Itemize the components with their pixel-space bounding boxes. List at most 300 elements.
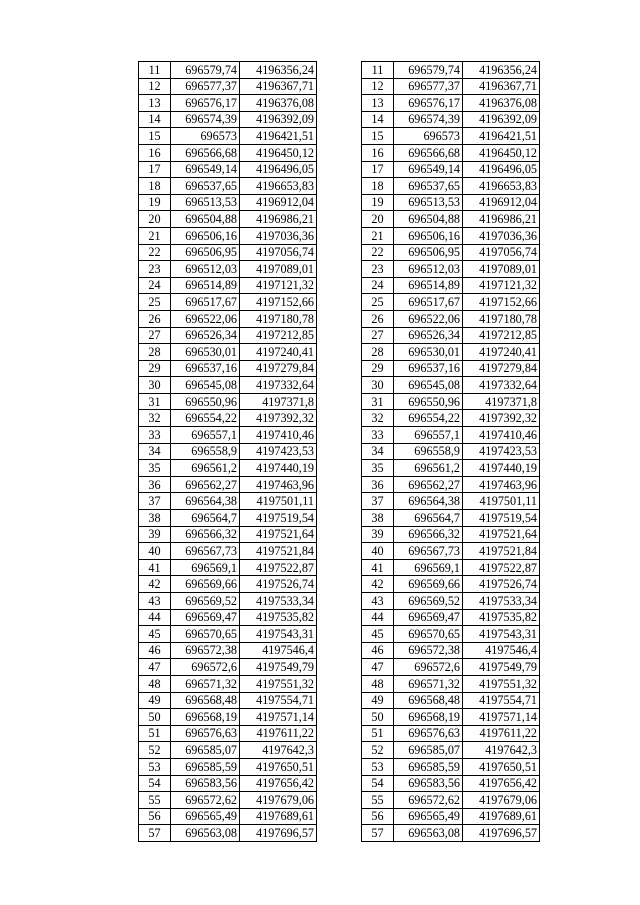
point-number-cell: 42 [362, 576, 394, 593]
x-coordinate-cell: 696506,95 [171, 244, 240, 261]
point-number-cell: 15 [139, 128, 171, 145]
table-row [139, 443, 317, 460]
point-number-cell: 43 [362, 593, 394, 610]
y-coordinate-cell: 4197679,06 [463, 792, 540, 809]
x-coordinate-cell: 696562,27 [394, 476, 463, 493]
x-coordinate-cell: 696568,19 [394, 709, 463, 726]
x-coordinate-cell: 696576,63 [394, 725, 463, 742]
point-number-cell: 53 [362, 758, 394, 775]
point-number-cell: 35 [362, 460, 394, 477]
y-coordinate-cell: 4197036,36 [240, 227, 317, 244]
table-row [362, 825, 540, 842]
y-coordinate-cell: 4197656,42 [463, 775, 540, 792]
y-coordinate-cell: 4196986,21 [463, 211, 540, 228]
x-coordinate-cell: 696564,38 [394, 493, 463, 510]
point-number-cell: 54 [362, 775, 394, 792]
point-number-cell: 56 [139, 808, 171, 825]
point-number-cell: 45 [139, 626, 171, 643]
point-number-cell: 36 [362, 476, 394, 493]
x-coordinate-cell: 696566,68 [394, 144, 463, 161]
x-coordinate-cell: 696530,01 [171, 344, 240, 361]
table-row [139, 244, 317, 261]
point-number-cell: 23 [139, 261, 171, 278]
coordinates-table-left-body [139, 62, 317, 842]
x-coordinate-cell: 696576,17 [171, 95, 240, 112]
y-coordinate-cell: 4197522,87 [463, 559, 540, 576]
x-coordinate-cell: 696569,52 [171, 593, 240, 610]
table-row [362, 593, 540, 610]
y-coordinate-cell: 4197212,85 [240, 327, 317, 344]
y-coordinate-cell: 4197440,19 [240, 460, 317, 477]
y-coordinate-cell: 4197650,51 [240, 758, 317, 775]
point-number-cell: 39 [139, 526, 171, 543]
y-coordinate-cell: 4197180,78 [463, 310, 540, 327]
table-row [139, 543, 317, 560]
x-coordinate-cell: 696504,88 [171, 211, 240, 228]
y-coordinate-cell: 4197056,74 [463, 244, 540, 261]
point-number-cell: 52 [139, 742, 171, 759]
y-coordinate-cell: 4197543,31 [463, 626, 540, 643]
table-row [139, 95, 317, 112]
table-row [139, 692, 317, 709]
y-coordinate-cell: 4197551,32 [240, 675, 317, 692]
y-coordinate-cell: 4197519,54 [463, 510, 540, 527]
table-row [139, 808, 317, 825]
x-coordinate-cell: 696565,49 [171, 808, 240, 825]
x-coordinate-cell: 696512,03 [171, 261, 240, 278]
x-coordinate-cell: 696537,65 [171, 178, 240, 195]
y-coordinate-cell: 4197549,79 [240, 659, 317, 676]
y-coordinate-cell: 4196496,05 [240, 161, 317, 178]
x-coordinate-cell: 696585,07 [394, 742, 463, 759]
x-coordinate-cell: 696564,38 [171, 493, 240, 510]
point-number-cell: 45 [362, 626, 394, 643]
x-coordinate-cell: 696570,65 [394, 626, 463, 643]
x-coordinate-cell: 696537,65 [394, 178, 463, 195]
point-number-cell: 11 [139, 62, 171, 79]
y-coordinate-cell: 4197642,3 [240, 742, 317, 759]
y-coordinate-cell: 4197180,78 [240, 310, 317, 327]
table-row [362, 410, 540, 427]
point-number-cell: 46 [139, 642, 171, 659]
point-number-cell: 57 [139, 825, 171, 842]
point-number-cell: 21 [362, 227, 394, 244]
x-coordinate-cell: 696557,1 [394, 427, 463, 444]
point-number-cell: 13 [362, 95, 394, 112]
point-number-cell: 32 [139, 410, 171, 427]
table-row [362, 261, 540, 278]
point-number-cell: 25 [362, 294, 394, 311]
table-row [139, 559, 317, 576]
table-row [362, 609, 540, 626]
point-number-cell: 19 [139, 194, 171, 211]
y-coordinate-cell: 4197611,22 [240, 725, 317, 742]
x-coordinate-cell: 696573 [171, 128, 240, 145]
y-coordinate-cell: 4197696,57 [463, 825, 540, 842]
x-coordinate-cell: 696579,74 [171, 62, 240, 79]
point-number-cell: 27 [139, 327, 171, 344]
x-coordinate-cell: 696562,27 [171, 476, 240, 493]
point-number-cell: 51 [362, 725, 394, 742]
point-number-cell: 21 [139, 227, 171, 244]
x-coordinate-cell: 696561,2 [394, 460, 463, 477]
y-coordinate-cell: 4196392,09 [240, 111, 317, 128]
point-number-cell: 24 [362, 277, 394, 294]
point-number-cell: 35 [139, 460, 171, 477]
y-coordinate-cell: 4196912,04 [463, 194, 540, 211]
table-row [139, 344, 317, 361]
point-number-cell: 30 [362, 377, 394, 394]
y-coordinate-cell: 4197546,4 [463, 642, 540, 659]
point-number-cell: 34 [139, 443, 171, 460]
x-coordinate-cell: 696573 [394, 128, 463, 145]
y-coordinate-cell: 4197656,42 [240, 775, 317, 792]
x-coordinate-cell: 696568,48 [171, 692, 240, 709]
point-number-cell: 31 [139, 393, 171, 410]
table-row [362, 576, 540, 593]
table-row [362, 294, 540, 311]
y-coordinate-cell: 4197423,53 [463, 443, 540, 460]
x-coordinate-cell: 696569,47 [394, 609, 463, 626]
table-row [362, 543, 540, 560]
y-coordinate-cell: 4197689,61 [240, 808, 317, 825]
table-row [139, 675, 317, 692]
y-coordinate-cell: 4196376,08 [240, 95, 317, 112]
x-coordinate-cell: 696517,67 [394, 294, 463, 311]
x-coordinate-cell: 696526,34 [171, 327, 240, 344]
point-number-cell: 27 [362, 327, 394, 344]
y-coordinate-cell: 4197392,32 [463, 410, 540, 427]
x-coordinate-cell: 696565,49 [394, 808, 463, 825]
point-number-cell: 46 [362, 642, 394, 659]
y-coordinate-cell: 4197121,32 [463, 277, 540, 294]
table-row [139, 261, 317, 278]
point-number-cell: 49 [362, 692, 394, 709]
point-number-cell: 48 [139, 675, 171, 692]
point-number-cell: 41 [139, 559, 171, 576]
x-coordinate-cell: 696537,16 [394, 360, 463, 377]
x-coordinate-cell: 696571,32 [171, 675, 240, 692]
table-row [139, 792, 317, 809]
x-coordinate-cell: 696569,1 [171, 559, 240, 576]
table-row [362, 476, 540, 493]
y-coordinate-cell: 4197440,19 [463, 460, 540, 477]
point-number-cell: 36 [139, 476, 171, 493]
point-number-cell: 51 [139, 725, 171, 742]
y-coordinate-cell: 4197526,74 [240, 576, 317, 593]
y-coordinate-cell: 4197056,74 [240, 244, 317, 261]
point-number-cell: 40 [139, 543, 171, 560]
table-row [362, 327, 540, 344]
x-coordinate-cell: 696576,17 [394, 95, 463, 112]
x-coordinate-cell: 696572,38 [394, 642, 463, 659]
table-row [362, 360, 540, 377]
point-number-cell: 18 [362, 178, 394, 195]
table-row [139, 725, 317, 742]
y-coordinate-cell: 4197521,84 [463, 543, 540, 560]
table-row [139, 211, 317, 228]
table-row [362, 526, 540, 543]
x-coordinate-cell: 696545,08 [171, 377, 240, 394]
table-row [362, 227, 540, 244]
point-number-cell: 41 [362, 559, 394, 576]
x-coordinate-cell: 696557,1 [171, 427, 240, 444]
table-row [139, 78, 317, 95]
point-number-cell: 50 [362, 709, 394, 726]
x-coordinate-cell: 696550,96 [171, 393, 240, 410]
table-row [362, 393, 540, 410]
y-coordinate-cell: 4197679,06 [240, 792, 317, 809]
point-number-cell: 17 [362, 161, 394, 178]
y-coordinate-cell: 4197501,11 [463, 493, 540, 510]
y-coordinate-cell: 4197121,32 [240, 277, 317, 294]
y-coordinate-cell: 4197332,64 [463, 377, 540, 394]
y-coordinate-cell: 4197696,57 [240, 825, 317, 842]
y-coordinate-cell: 4197279,84 [240, 360, 317, 377]
point-number-cell: 25 [139, 294, 171, 311]
x-coordinate-cell: 696514,89 [171, 277, 240, 294]
x-coordinate-cell: 696572,62 [394, 792, 463, 809]
x-coordinate-cell: 696576,63 [171, 725, 240, 742]
y-coordinate-cell: 4196376,08 [463, 95, 540, 112]
x-coordinate-cell: 696569,52 [394, 593, 463, 610]
y-coordinate-cell: 4197535,82 [240, 609, 317, 626]
y-coordinate-cell: 4196421,51 [463, 128, 540, 145]
table-row [362, 493, 540, 510]
y-coordinate-cell: 4197371,8 [240, 393, 317, 410]
x-coordinate-cell: 696522,06 [171, 310, 240, 327]
point-number-cell: 14 [362, 111, 394, 128]
point-number-cell: 55 [362, 792, 394, 809]
point-number-cell: 17 [139, 161, 171, 178]
table-row [362, 310, 540, 327]
y-coordinate-cell: 4197611,22 [463, 725, 540, 742]
point-number-cell: 23 [362, 261, 394, 278]
y-coordinate-cell: 4197571,14 [240, 709, 317, 726]
y-coordinate-cell: 4196496,05 [463, 161, 540, 178]
table-row [362, 178, 540, 195]
point-number-cell: 16 [362, 144, 394, 161]
y-coordinate-cell: 4196367,71 [240, 78, 317, 95]
y-coordinate-cell: 4196356,24 [240, 62, 317, 79]
table-row [362, 211, 540, 228]
point-number-cell: 37 [362, 493, 394, 510]
point-number-cell: 57 [362, 825, 394, 842]
point-number-cell: 32 [362, 410, 394, 427]
y-coordinate-cell: 4197642,3 [463, 742, 540, 759]
table-row [139, 609, 317, 626]
table-row [139, 277, 317, 294]
table-row [139, 493, 317, 510]
y-coordinate-cell: 4197535,82 [463, 609, 540, 626]
table-row [139, 642, 317, 659]
x-coordinate-cell: 696566,68 [171, 144, 240, 161]
x-coordinate-cell: 696506,16 [171, 227, 240, 244]
table-row [362, 758, 540, 775]
y-coordinate-cell: 4197212,85 [463, 327, 540, 344]
table-row [362, 277, 540, 294]
x-coordinate-cell: 696574,39 [171, 111, 240, 128]
table-row [362, 808, 540, 825]
point-number-cell: 14 [139, 111, 171, 128]
coordinates-table-right-body [362, 62, 540, 842]
coordinates-table-right [361, 61, 540, 842]
y-coordinate-cell: 4197546,4 [240, 642, 317, 659]
table-row [139, 510, 317, 527]
point-number-cell: 30 [139, 377, 171, 394]
x-coordinate-cell: 696569,66 [171, 576, 240, 593]
point-number-cell: 22 [139, 244, 171, 261]
point-number-cell: 16 [139, 144, 171, 161]
point-number-cell: 22 [362, 244, 394, 261]
x-coordinate-cell: 696545,08 [394, 377, 463, 394]
x-coordinate-cell: 696554,22 [171, 410, 240, 427]
table-row [362, 377, 540, 394]
y-coordinate-cell: 4197036,36 [463, 227, 540, 244]
y-coordinate-cell: 4196653,83 [463, 178, 540, 195]
table-row [139, 659, 317, 676]
point-number-cell: 52 [362, 742, 394, 759]
table-row [139, 62, 317, 79]
x-coordinate-cell: 696558,9 [171, 443, 240, 460]
point-number-cell: 38 [139, 510, 171, 527]
y-coordinate-cell: 4197549,79 [463, 659, 540, 676]
y-coordinate-cell: 4196356,24 [463, 62, 540, 79]
x-coordinate-cell: 696517,67 [171, 294, 240, 311]
y-coordinate-cell: 4197332,64 [240, 377, 317, 394]
y-coordinate-cell: 4197522,87 [240, 559, 317, 576]
y-coordinate-cell: 4197152,66 [463, 294, 540, 311]
y-coordinate-cell: 4197410,46 [463, 427, 540, 444]
table-row [139, 360, 317, 377]
y-coordinate-cell: 4197521,64 [240, 526, 317, 543]
table-row [139, 161, 317, 178]
table-row [139, 460, 317, 477]
point-number-cell: 49 [139, 692, 171, 709]
point-number-cell: 47 [139, 659, 171, 676]
point-number-cell: 13 [139, 95, 171, 112]
point-number-cell: 29 [139, 360, 171, 377]
table-row [139, 593, 317, 610]
table-row [139, 742, 317, 759]
table-row [139, 410, 317, 427]
x-coordinate-cell: 696567,73 [394, 543, 463, 560]
y-coordinate-cell: 4196986,21 [240, 211, 317, 228]
x-coordinate-cell: 696537,16 [171, 360, 240, 377]
x-coordinate-cell: 696564,7 [171, 510, 240, 527]
x-coordinate-cell: 696583,56 [394, 775, 463, 792]
table-row [362, 244, 540, 261]
x-coordinate-cell: 696522,06 [394, 310, 463, 327]
y-coordinate-cell: 4197571,14 [463, 709, 540, 726]
point-number-cell: 20 [362, 211, 394, 228]
y-coordinate-cell: 4197554,71 [240, 692, 317, 709]
point-number-cell: 34 [362, 443, 394, 460]
point-number-cell: 28 [362, 344, 394, 361]
x-coordinate-cell: 696566,32 [171, 526, 240, 543]
table-row [362, 792, 540, 809]
y-coordinate-cell: 4197526,74 [463, 576, 540, 593]
y-coordinate-cell: 4196392,09 [463, 111, 540, 128]
y-coordinate-cell: 4196450,12 [240, 144, 317, 161]
y-coordinate-cell: 4197279,84 [463, 360, 540, 377]
x-coordinate-cell: 696514,89 [394, 277, 463, 294]
table-row [362, 675, 540, 692]
point-number-cell: 44 [362, 609, 394, 626]
point-number-cell: 48 [362, 675, 394, 692]
x-coordinate-cell: 696569,66 [394, 576, 463, 593]
point-number-cell: 11 [362, 62, 394, 79]
x-coordinate-cell: 696579,74 [394, 62, 463, 79]
table-row [362, 775, 540, 792]
x-coordinate-cell: 696572,6 [171, 659, 240, 676]
table-row [362, 78, 540, 95]
point-number-cell: 47 [362, 659, 394, 676]
x-coordinate-cell: 696512,03 [394, 261, 463, 278]
x-coordinate-cell: 696561,2 [171, 460, 240, 477]
point-number-cell: 43 [139, 593, 171, 610]
x-coordinate-cell: 696513,53 [394, 194, 463, 211]
table-row [362, 725, 540, 742]
point-number-cell: 12 [362, 78, 394, 95]
table-row [139, 825, 317, 842]
table-row [362, 144, 540, 161]
table-row [362, 626, 540, 643]
table-row [139, 626, 317, 643]
table-row [139, 526, 317, 543]
point-number-cell: 24 [139, 277, 171, 294]
x-coordinate-cell: 696577,37 [394, 78, 463, 95]
x-coordinate-cell: 696585,07 [171, 742, 240, 759]
y-coordinate-cell: 4197533,34 [240, 593, 317, 610]
point-number-cell: 29 [362, 360, 394, 377]
table-row [362, 128, 540, 145]
table-row [139, 294, 317, 311]
x-coordinate-cell: 696549,14 [394, 161, 463, 178]
table-row [362, 692, 540, 709]
y-coordinate-cell: 4197392,32 [240, 410, 317, 427]
table-row [139, 576, 317, 593]
y-coordinate-cell: 4196912,04 [240, 194, 317, 211]
y-coordinate-cell: 4197501,11 [240, 493, 317, 510]
table-row [139, 476, 317, 493]
table-row [139, 178, 317, 195]
table-row [362, 642, 540, 659]
x-coordinate-cell: 696566,32 [394, 526, 463, 543]
y-coordinate-cell: 4197240,41 [240, 344, 317, 361]
table-row [139, 327, 317, 344]
point-number-cell: 40 [362, 543, 394, 560]
coordinates-table-left [138, 61, 317, 842]
x-coordinate-cell: 696571,32 [394, 675, 463, 692]
table-row [362, 510, 540, 527]
point-number-cell: 37 [139, 493, 171, 510]
table-row [362, 709, 540, 726]
point-number-cell: 42 [139, 576, 171, 593]
x-coordinate-cell: 696572,38 [171, 642, 240, 659]
x-coordinate-cell: 696564,7 [394, 510, 463, 527]
x-coordinate-cell: 696550,96 [394, 393, 463, 410]
x-coordinate-cell: 696563,08 [171, 825, 240, 842]
x-coordinate-cell: 696568,48 [394, 692, 463, 709]
point-number-cell: 39 [362, 526, 394, 543]
point-number-cell: 54 [139, 775, 171, 792]
y-coordinate-cell: 4197410,46 [240, 427, 317, 444]
table-row [139, 310, 317, 327]
y-coordinate-cell: 4197650,51 [463, 758, 540, 775]
y-coordinate-cell: 4196367,71 [463, 78, 540, 95]
y-coordinate-cell: 4197463,96 [240, 476, 317, 493]
